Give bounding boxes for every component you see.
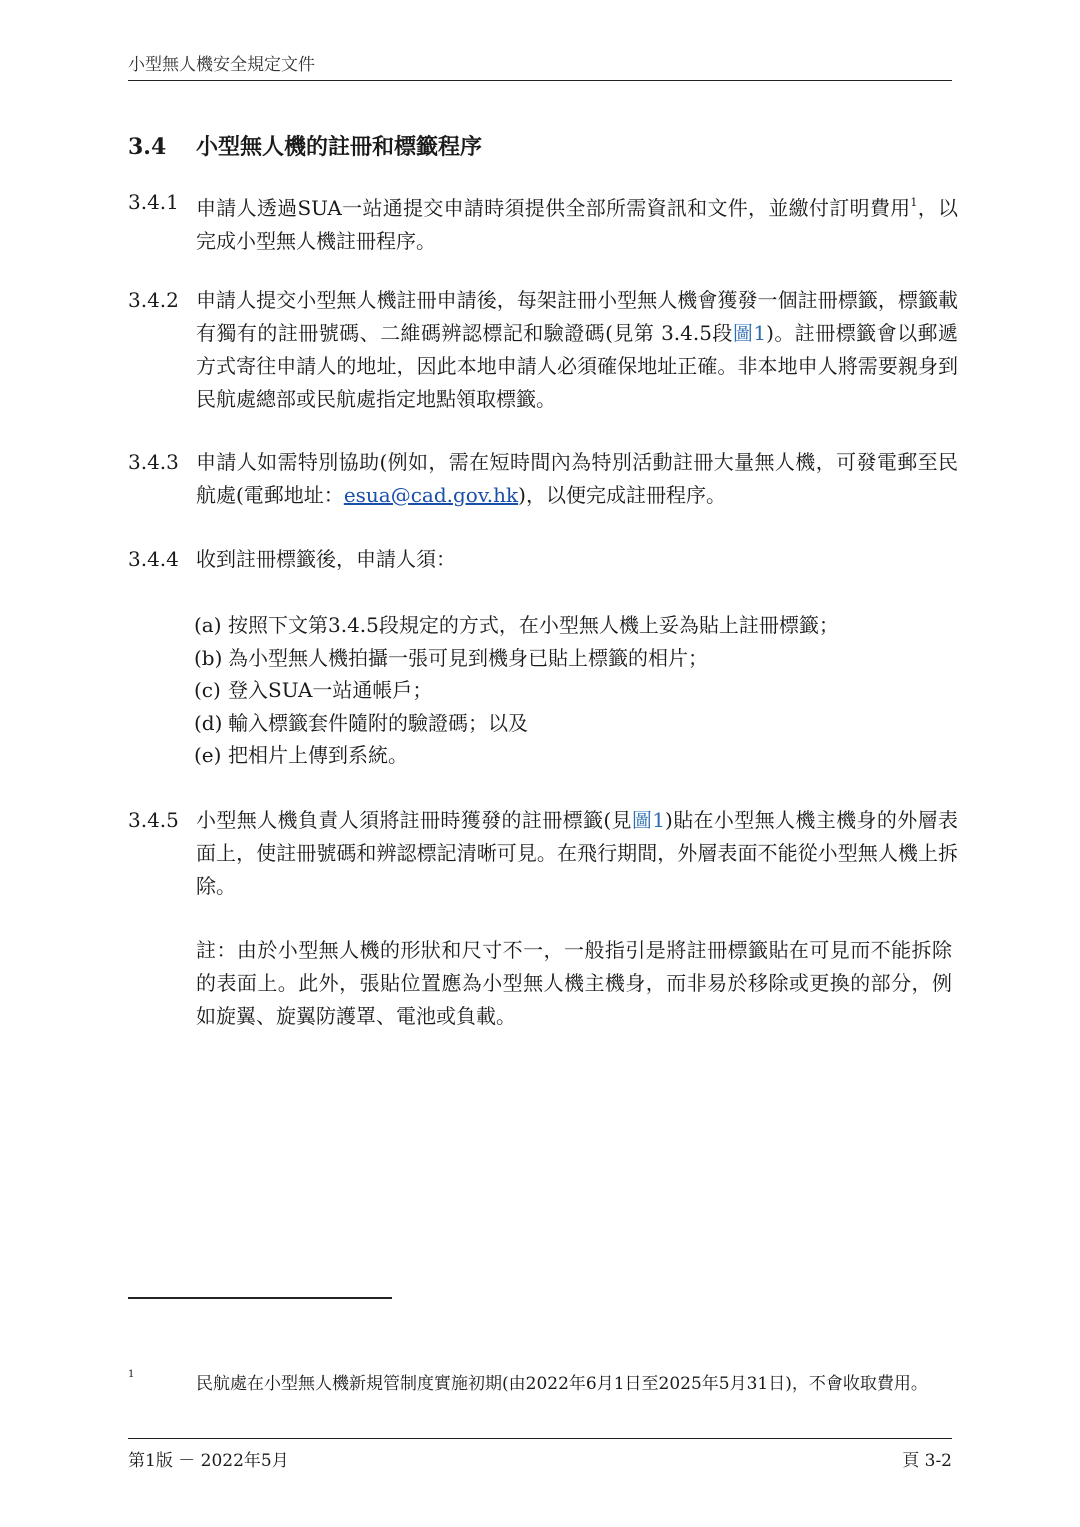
list-item-text: 登入SUA一站通帳戶；	[228, 678, 433, 702]
paragraph-number: 3.4.5	[128, 808, 179, 832]
paragraph-text	[196, 186, 958, 258]
paragraph-3-4-2	[128, 284, 958, 416]
paragraph-text-part: 小型無人機負責人須將註冊時獲發的註冊標籤(見	[196, 808, 632, 832]
note-paragraph: 註：由於小型無人機的形狀和尺寸不一，一般指引是將註冊標籤貼在可見而不能拆除的表面上。此外，張貼位置應為小型無人機主機身，而非易於移除或更換的部分，例如旋翼、旋翼防護罩、電池或負載。	[196, 938, 952, 1028]
list-item	[194, 674, 954, 707]
requirements-list	[194, 609, 954, 772]
list-item	[194, 642, 954, 675]
paragraph-3-4-3	[128, 446, 958, 512]
paragraph-text-part: 申請人提交小型無人機註冊申請後，每架註冊小型無人機會獲發一個註冊標籤，標籤載有獨有的註冊號碼、二維碼辨認標記和驗證碼(見第 3.4.5段	[196, 288, 958, 345]
paragraph-number: 3.4.3	[128, 450, 179, 474]
section-title: 小型無人機的註冊和標籤程序	[196, 134, 483, 160]
list-marker: (b)	[194, 645, 223, 670]
list-item	[194, 609, 954, 642]
footnote-ref[interactable]: 1	[910, 196, 918, 209]
list-item-text: 輸入標籤套件隨附的驗證碼；以及	[228, 710, 528, 735]
paragraph-number: 3.4.4	[128, 547, 179, 571]
paragraph-number: 3.4.1	[128, 190, 179, 214]
paragraph-text-part: 申請人透過SUA一站通提交申請時須提供全部所需資訊和文件，並繳付訂明費用	[196, 196, 911, 220]
page-number: 頁 3-2	[902, 1451, 952, 1471]
paragraph-text-part: ，以完成小型無人機註冊程序。	[196, 196, 958, 253]
list-item-text: 把相片上傳到系統。	[228, 743, 408, 767]
paragraph-number: 3.4.2	[128, 288, 179, 312]
running-header: 小型無人機安全規定文件	[128, 55, 315, 75]
figure-link[interactable]: 圖1	[631, 808, 666, 832]
list-item	[194, 707, 954, 740]
section-number: 3.4	[128, 134, 167, 160]
paragraph-text	[196, 804, 958, 903]
paragraph-3-4-1	[128, 186, 958, 258]
paragraph-3-4-5	[128, 804, 958, 903]
paragraph-text-part: 申請人如需特別協助(例如，需在短時間內為特別活動註冊大量無人機，可發電郵至民航處(電郵地址：	[196, 450, 958, 507]
paragraph-text: 收到註冊標籤後，申請人須：	[196, 547, 456, 571]
list-marker: (a)	[194, 613, 222, 637]
footnote-text: 民航處在小型無人機新規管制度實施初期(由2022年6月1日至2025年5月31日)，不會收取費用。	[196, 1374, 928, 1394]
paragraph-3-4-4	[128, 543, 958, 576]
footnote-divider	[128, 1297, 392, 1299]
paragraph-text	[196, 284, 958, 416]
list-item-text: 為小型無人機拍攝一張可見到機身已貼上標籤的相片；	[228, 645, 708, 670]
paragraph-text-part: )貼在小型無人機主機身的外層表面上，使註冊號碼和辨認標記清晰可見。在飛行期間，外層表面不能從小型無人機上拆除。	[196, 808, 958, 898]
list-item-text: 按照下文第3.4.5段規定的方式，在小型無人機上妥為貼上註冊標籤；	[228, 613, 839, 637]
paragraph-text-part: )，以便完成註冊程序。	[518, 483, 726, 507]
edition-date: 第1版 － 2022年5月	[128, 1451, 289, 1471]
footer-divider	[128, 1438, 952, 1439]
list-marker: (c)	[194, 678, 221, 702]
list-item	[194, 739, 954, 772]
email-link[interactable]: esua@cad.gov.hk	[343, 483, 519, 507]
list-marker: (e)	[194, 743, 222, 767]
footnote-number: 1	[128, 1369, 135, 1380]
footnote	[128, 1369, 952, 1394]
figure-link[interactable]: 圖1	[732, 321, 767, 345]
paragraph-text-part: )。註冊標籤會以郵遞方式寄往申請人的地址，因此本地申請人必須確保地址正確。非本地申人將需要親身到民航處總部或民航處指定地點領取標籤。	[196, 321, 958, 411]
section-heading	[128, 130, 952, 161]
header-divider	[128, 80, 952, 81]
list-marker: (d)	[194, 710, 223, 735]
paragraph-text	[196, 446, 958, 512]
